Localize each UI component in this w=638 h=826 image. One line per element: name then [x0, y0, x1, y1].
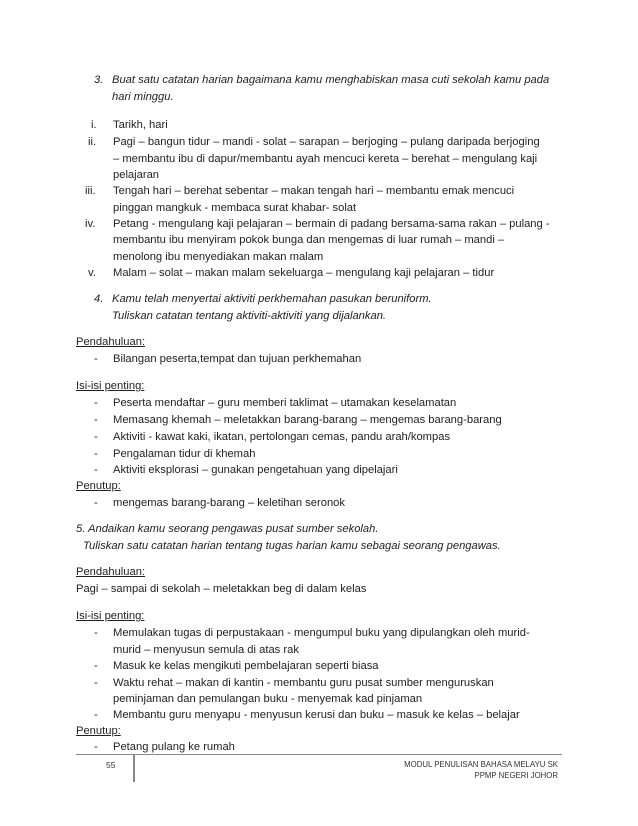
q4-body-item-1: Peserta mendaftar – guru memberi taklimat – utamakan keselamatan [113, 397, 457, 409]
q5-body-item-2-line1: Masuk ke kelas mengikuti pembelajaran seperti biasa [113, 660, 379, 672]
bullet: - [94, 397, 98, 409]
q5-body-item-4-line1: Membantu guru menyapu - menyusun kerusi dan buku – masuk ke kelas – belajar [113, 709, 520, 721]
q4-heading-line2: Tuliskan catatan tentang aktiviti-aktiviti yang dijalankan. [112, 310, 387, 322]
q5-intro-label: Pendahuluan: [76, 566, 146, 578]
footer-module-title: MODUL PENULISAN BAHASA MELAYU SK [404, 760, 558, 769]
q5-body-item-3-line1: Waktu rehat – makan di kantin - membantu guru pusat sumber menguruskan [113, 677, 494, 689]
bullet: - [94, 431, 98, 443]
q5-heading-line1: 5. Andaikan kamu seorang pengawas pusat sumber sekolah. [76, 523, 379, 535]
bullet: - [94, 660, 98, 672]
bullet: - [94, 497, 98, 509]
bullet: - [94, 677, 98, 689]
q3-item-3-num: iii. [85, 185, 96, 197]
bullet: - [94, 464, 98, 476]
footer-page-separator [133, 755, 135, 782]
q3-number: 3. [94, 74, 104, 86]
q4-number: 4. [94, 293, 104, 305]
q4-body-label: Isi-isi penting: [76, 380, 145, 392]
footer-divider [76, 754, 562, 755]
footer-organization: PPMP NEGERI JOHOR [474, 771, 558, 780]
bullet: - [94, 627, 98, 639]
bullet: - [94, 448, 98, 460]
q3-item-4-line1: Petang - mengulang kaji pelajaran – bermain di padang bersama-sama rakan – pulang - [113, 218, 550, 230]
q4-body-item-4: Pengalaman tidur di khemah [113, 448, 256, 460]
bullet: - [94, 709, 98, 721]
q4-body-item-5: Aktiviti eksplorasi – gunakan pengetahuan yang dipelajari [113, 464, 398, 476]
q4-body-item-2: Memasang khemah – meletakkan barang-barang – mengemas barang-barang [113, 414, 502, 426]
q3-item-4-line3: menolong ibu menyediakan makan malam [113, 251, 324, 263]
q3-item-2-line2: – membantu ibu di dapur/membantu ayah mencuci kereta – berehat – mengulang kaji [113, 153, 538, 165]
bullet: - [94, 414, 98, 426]
q3-item-2-line1: Pagi – bangun tidur – mandi - solat – sarapan – berjoging – pulang daripada berjoging [113, 136, 540, 148]
q4-body-item-3: Aktiviti - kawat kaki, ikatan, pertolongan cemas, pandu arah/kompas [113, 431, 451, 443]
q3-item-5-line1: Malam – solat – makan malam sekeluarga – mengulang kaji pelajaran – tidur [113, 267, 495, 279]
q3-heading-line1: Buat satu catatan harian bagaimana kamu menghabiskan masa cuti sekolah kamu pada [112, 74, 550, 86]
q3-item-5-num: v. [88, 267, 96, 279]
bullet: - [94, 353, 98, 365]
q5-closing-item-1: Petang pulang ke rumah [113, 741, 235, 753]
q4-intro-item-1: Bilangan peserta,tempat dan tujuan perkhemahan [113, 353, 362, 365]
q4-closing-label: Penutup: [76, 480, 121, 492]
q3-item-3-line2: pinggan mangkuk - membaca surat khabar- solat [113, 202, 357, 214]
page-number: 55 [106, 760, 116, 770]
q5-heading-line2: Tuliskan satu catatan harian tentang tugas harian kamu sebagai seorang pengawas. [83, 540, 501, 552]
q3-item-2-num: ii. [88, 136, 97, 148]
q4-intro-label: Pendahuluan: [76, 336, 146, 348]
q5-body-item-3-line2: peminjaman dan pemulangan buku - menyemak kad pinjaman [113, 693, 423, 705]
q5-body-item-1-line1: Memulakan tugas di perpustakaan - mengumpul buku yang dipulangkan oleh murid- [113, 627, 530, 639]
q3-item-1-line1: Tarikh, hari [113, 119, 168, 131]
q3-item-3-line1: Tengah hari – berehat sebentar – makan tengah hari – membantu emak mencuci [113, 185, 515, 197]
q4-heading-line1: Kamu telah menyertai aktiviti perkhemahan pasukan beruniform. [112, 293, 432, 305]
q3-item-1-num: i. [91, 119, 97, 131]
q5-body-item-1-line2: murid – menyusun semula di atas rak [113, 644, 299, 656]
q3-item-4-num: iv. [85, 218, 96, 230]
q5-body-label: Isi-isi penting: [76, 610, 145, 622]
bullet: - [94, 741, 98, 753]
q5-intro-text: Pagi – sampai di sekolah – meletakkan beg di dalam kelas [76, 583, 367, 595]
q3-item-4-line2: membantu ibu menyiram pokok bunga dan mengemas di luar rumah – mandi – [113, 234, 505, 246]
q4-closing-item-1: mengemas barang-barang – keletihan seronok [113, 497, 345, 509]
q3-heading-line2: hari minggu. [112, 91, 174, 103]
q5-closing-label: Penutup: [76, 725, 121, 737]
q3-item-2-line3: pelajaran [113, 169, 160, 181]
